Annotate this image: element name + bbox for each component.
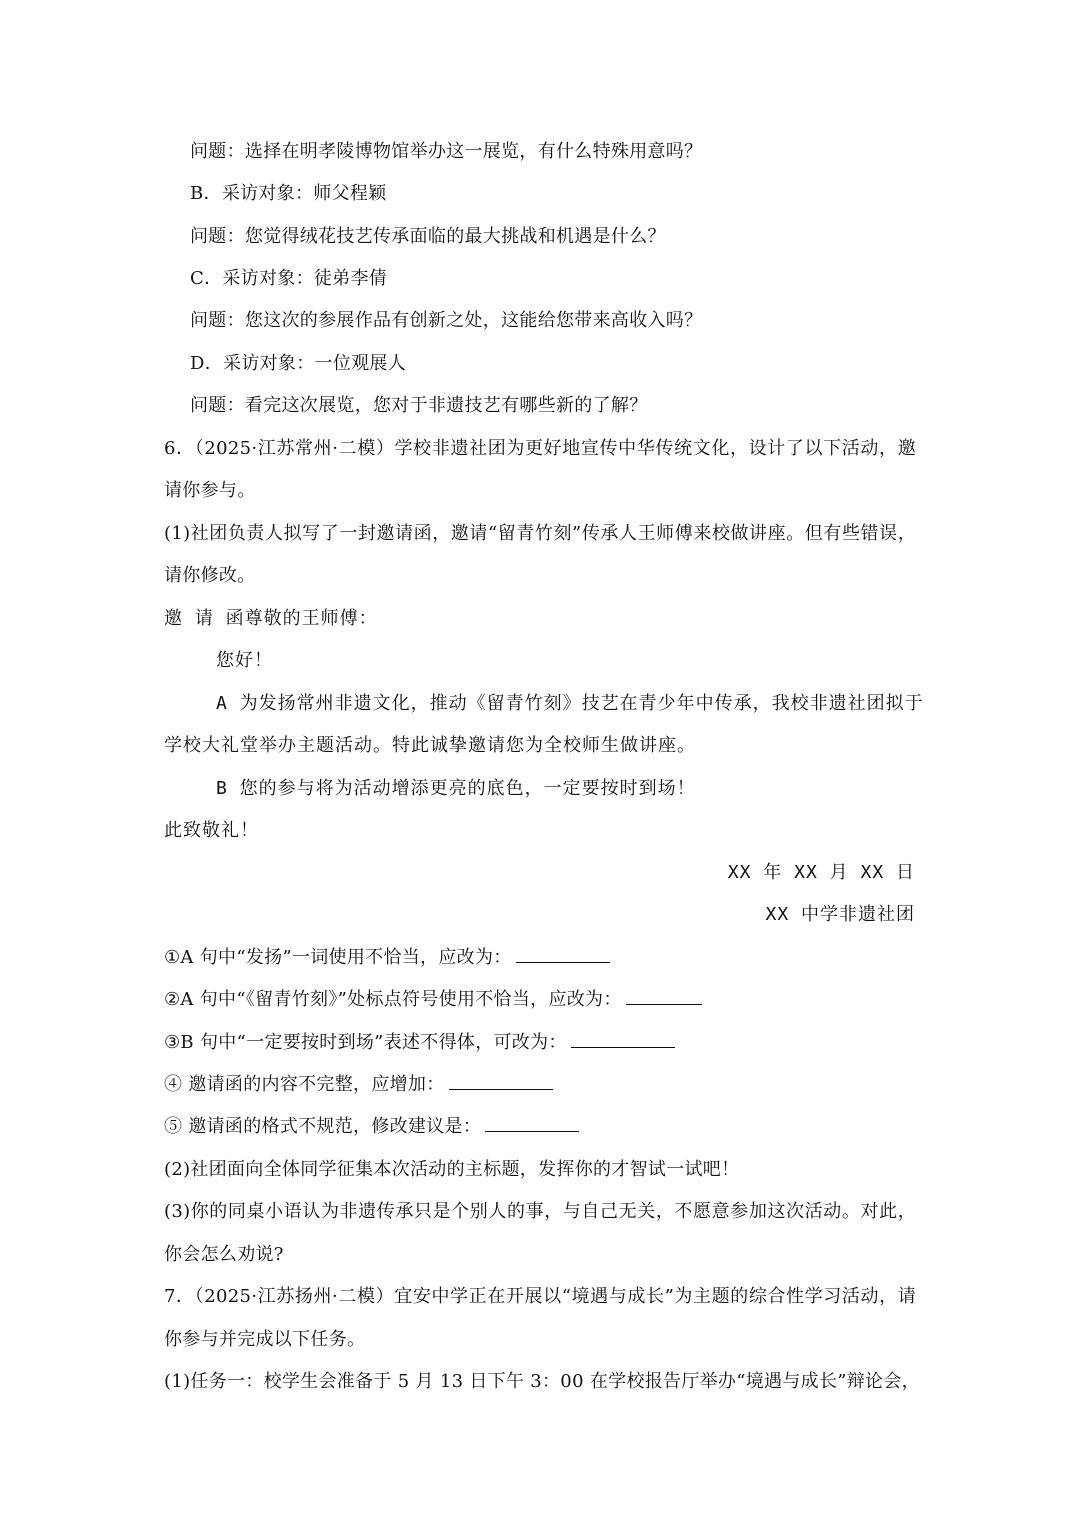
item-text: ②A 句中“《留青竹刻》”处标点符号使用不恰当，应改为： [164,989,622,1010]
subquestion-1: (1)社团负责人拟写了一封邀请函，邀请“留青竹刻”传承人王师傅来校做讲座。但有些错误， [164,523,916,544]
question-6-stem-cont: 请你参与。 [164,480,256,501]
option-d: D．采访对象：一位观展人 [190,353,407,374]
correction-item-5 [164,1115,579,1139]
item-text: ⑤ 邀请函的格式不规范，修改建议是： [164,1116,482,1137]
subquestion-1-cont: 请你修改。 [164,565,256,586]
correction-item-2 [164,988,702,1012]
subquestion-3: (3)你的同桌小语认为非遗传承只是个别人的事，与自己无关，不愿意参加这次活动。对此， [164,1201,916,1222]
subquestion-3-cont: 你会怎么劝说? [164,1244,284,1265]
subquestion-2: (2)社团面向全体同学征集本次活动的主标题，发挥你的才智试一试吧！ [164,1159,740,1180]
option-b: B．采访对象：师父程颖 [190,183,387,204]
letter-sentence-b: B 您的参与将为活动增添更亮的底色，一定要按时到场！ [216,778,696,799]
item-text: ④ 邀请函的内容不完整，应增加： [164,1074,445,1095]
letter-heading: 邀 请 函尊敬的王师傅： [164,608,378,629]
letter-closing: 此致敬礼！ [164,820,259,841]
question-text: 问题：看完这次展览，您对于非遗技艺有哪些新的了解？ [190,395,648,416]
answer-blank[interactable] [516,946,610,963]
question-7-stem: 7．（2025·江苏扬州·二模）宜安中学正在开展以“境遇与成长”为主题的综合性学习活动，请 [164,1286,916,1307]
correction-item-1 [164,946,610,970]
question-text: 问题：您这次的参展作品有创新之处，这能给您带来高收入吗？ [190,310,703,331]
answer-blank[interactable] [485,1115,579,1132]
question-text: 问题：您觉得绒花技艺传承面临的最大挑战和机遇是什么？ [190,226,666,247]
answer-blank[interactable] [571,1031,675,1048]
question-6-stem: 6．（2025·江苏常州·二模）学校非遗社团为更好地宣传中华传统文化，设计了以下活动，邀 [164,438,916,459]
correction-item-3 [164,1031,675,1055]
letter-sentence-a-cont: 学校大礼堂举办主题活动。特此诚挚邀请您为全校师生做讲座。 [164,735,696,756]
correction-item-4 [164,1073,553,1097]
letter-signature: XX 中学非遗社团 [765,904,915,925]
answer-blank[interactable] [626,988,702,1005]
letter-date: XX 年 XX 月 XX 日 [727,862,915,883]
question-7-stem-cont: 你参与并完成以下任务。 [164,1329,366,1350]
item-text: ③B 句中“一定要按时到场”表述不得体，可改为： [164,1032,567,1053]
option-c: C．采访对象：徒弟李倩 [190,268,388,289]
letter-greeting: 您好！ [216,650,273,671]
question-text: 问题：选择在明孝陵博物馆举办这一展览，有什么特殊用意吗？ [190,141,703,162]
letter-sentence-a: A 为发扬常州非遗文化，推动《留青竹刻》技艺在青少年中传承，我校非遗社团拟于 [216,693,924,714]
question-7-task-1: (1)任务一：校学生会准备于 5 月 13 日下午 3：00 在学校报告厅举办“境遇与成长”辩论会， [164,1371,920,1392]
answer-blank[interactable] [449,1073,553,1090]
item-text: ①A 句中“发扬”一词使用不恰当，应改为： [164,947,512,968]
